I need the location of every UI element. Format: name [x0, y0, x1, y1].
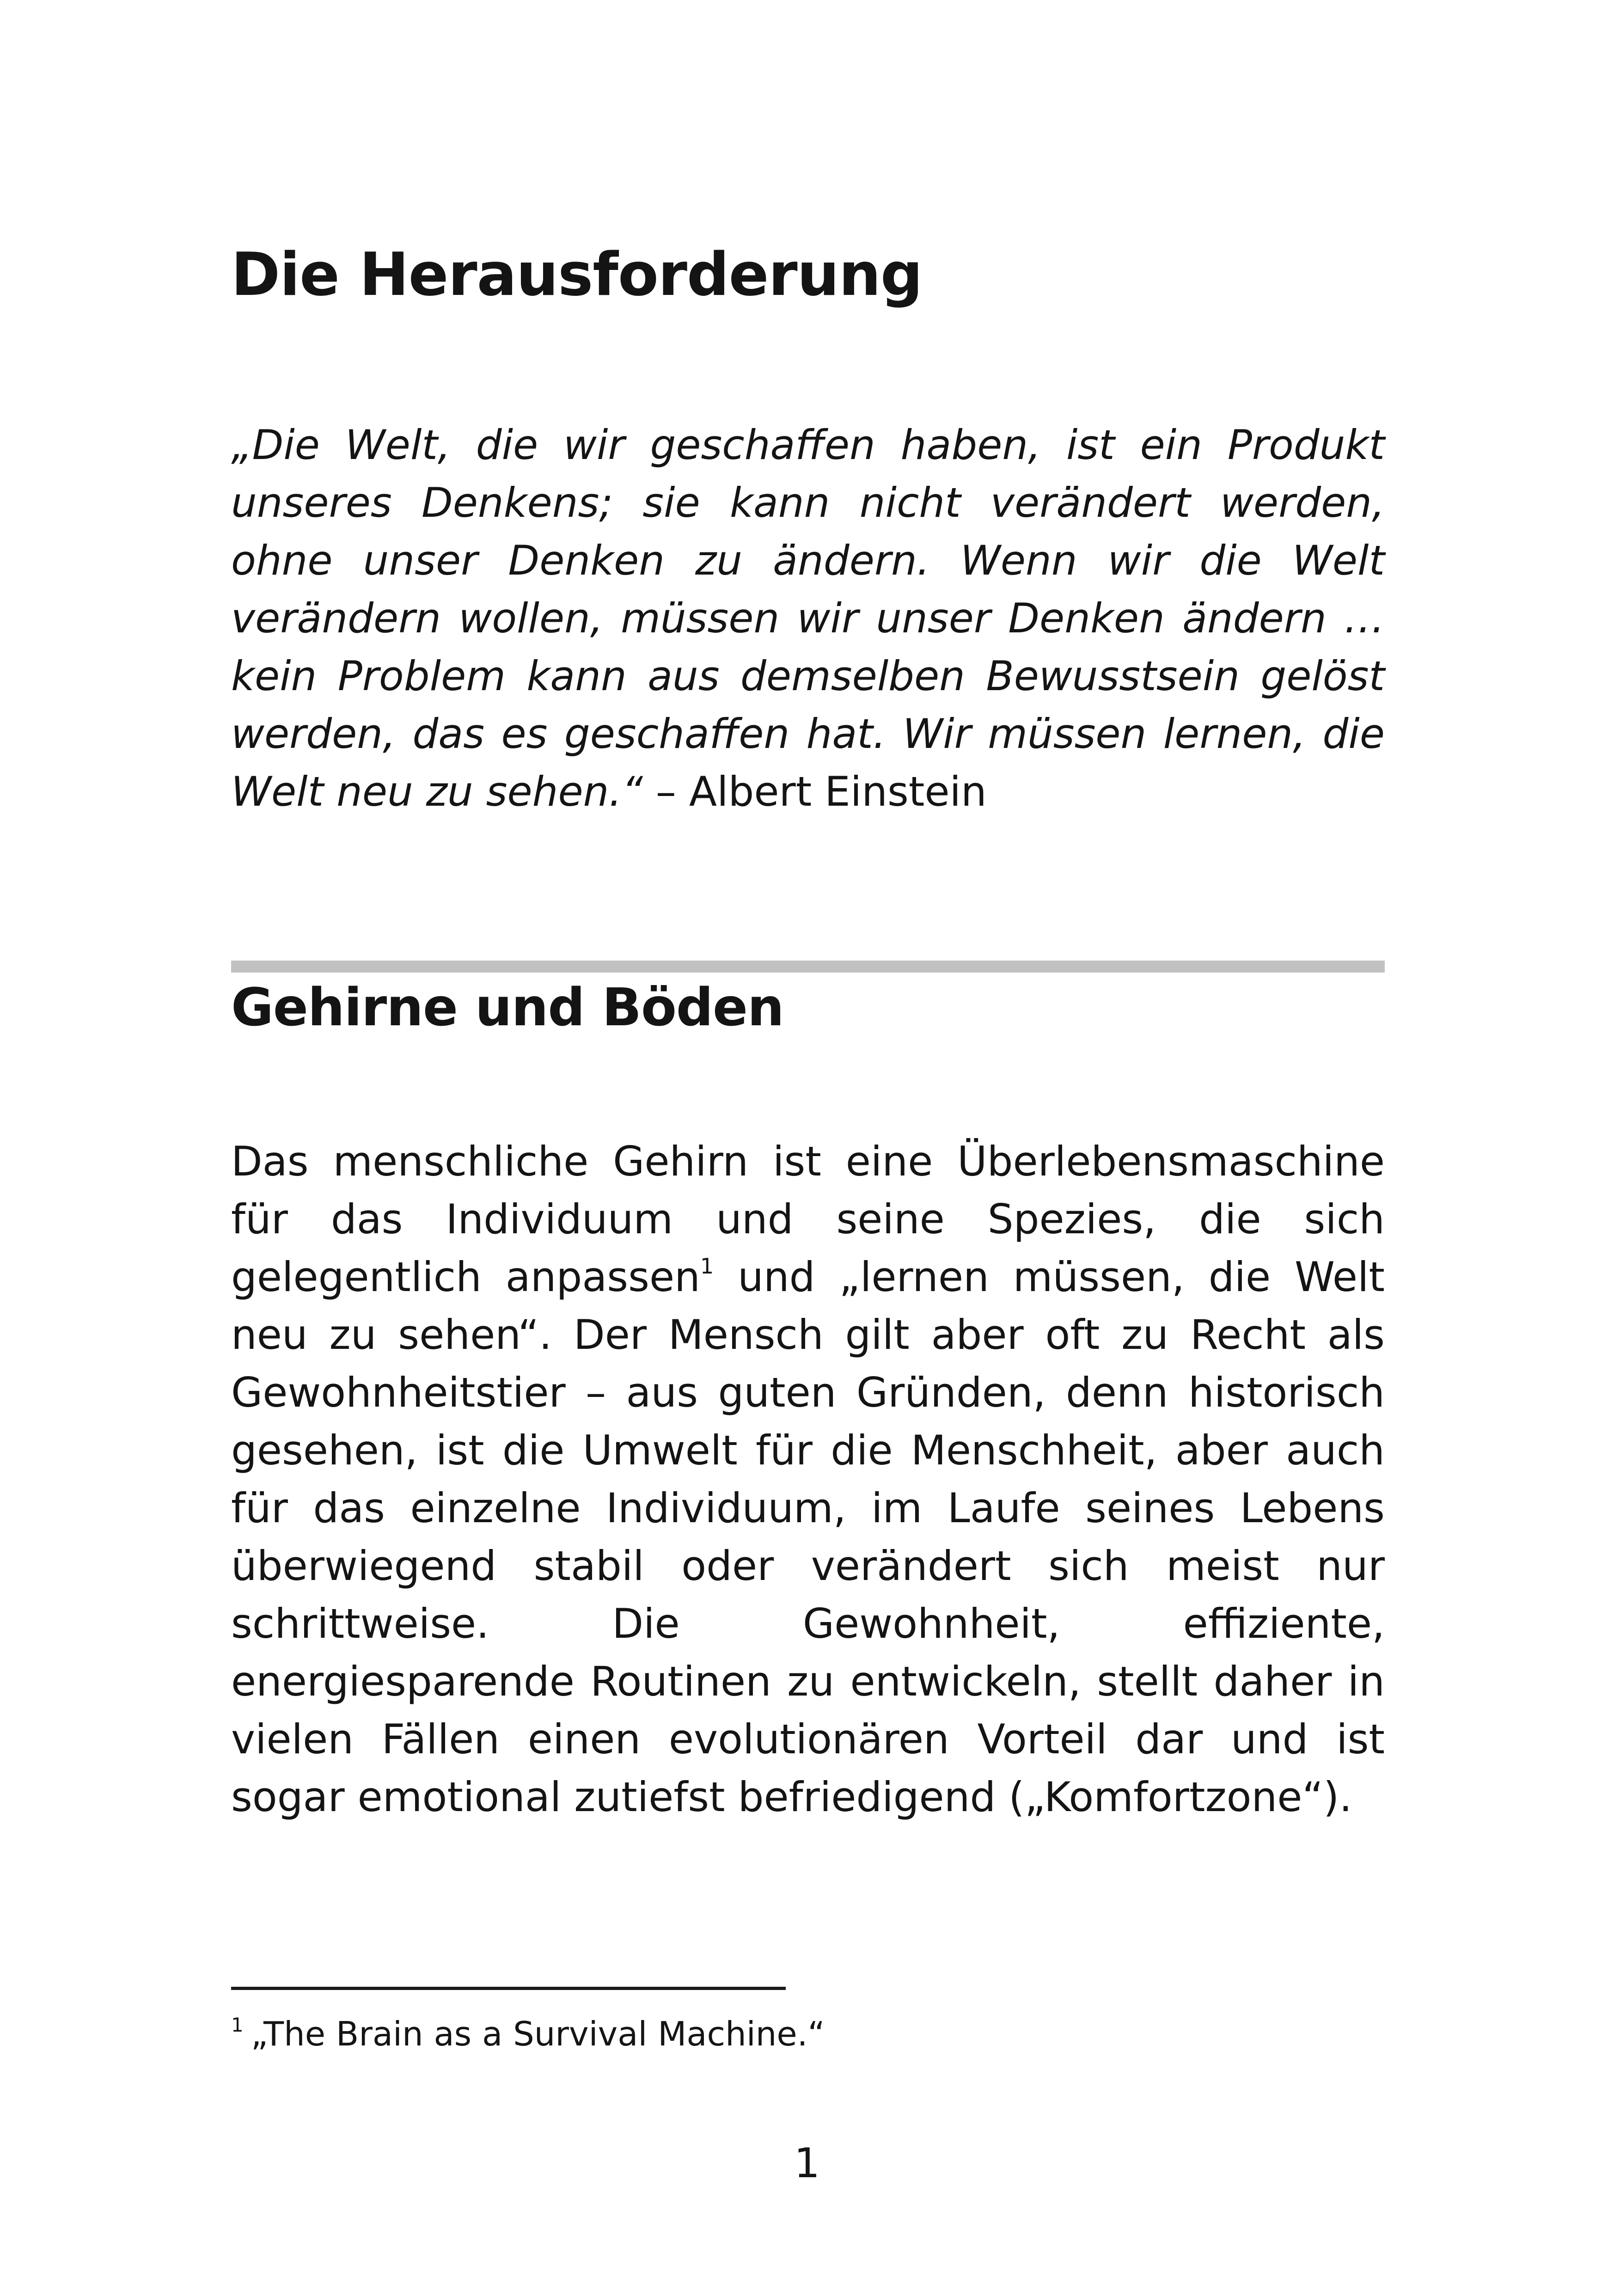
body-paragraph-part1: Das menschliche Gehirn ist eine Überlebensmaschine für das Individuum und seine Spezies, die sich gelegentlich anpassen	[231, 1138, 1385, 1301]
footnote-separator	[231, 1987, 786, 1990]
chapter-title: Die Herausforderung	[231, 240, 923, 309]
footnote-reference: 1	[700, 1254, 714, 1279]
body-paragraph	[231, 1133, 1385, 1826]
section-title: Gehirne und Böden	[231, 978, 784, 1038]
footnote-number: 1	[231, 2014, 244, 2036]
footnote-text: „The Brain as a Survival Machine.“	[251, 2014, 825, 2053]
page-number: 1	[794, 2139, 820, 2187]
epigraph-attribution: – Albert Einstein	[642, 768, 987, 815]
body-paragraph-part2: und „lernen müssen, die Welt neu zu sehen“. Der Mensch gilt aber oft zu Recht als Gewohnheitstier – aus guten Gründen, denn historisch gesehen, ist die Umwelt für die Menschheit, aber auch für das einzelne Individuum, im Laufe seines Lebens überwiegend stabil oder verändert sich meist nur schrittweise. Die Gewohnheit, effiziente, energiesparende Routinen zu entwickeln, stellt daher in vielen Fällen einen evolutionären Vorteil dar und ist sogar emotional zutiefst befriedigend („Komfortzone“).	[231, 1253, 1385, 1821]
epigraph-quote: „Die Welt, die wir geschaffen haben, ist ein Produkt unseres Denkens; sie kann nicht verändert werden, ohne unser Denken zu ändern. Wenn wir die Welt verändern wollen, müssen wir unser Denken ändern … kein Problem kann aus demselben Bewusstsein gelöst werden, das es geschaffen hat. Wir müssen lernen, die Welt neu zu sehen.“	[231, 421, 1385, 815]
epigraph	[231, 416, 1385, 820]
footnote	[231, 2011, 1385, 2057]
